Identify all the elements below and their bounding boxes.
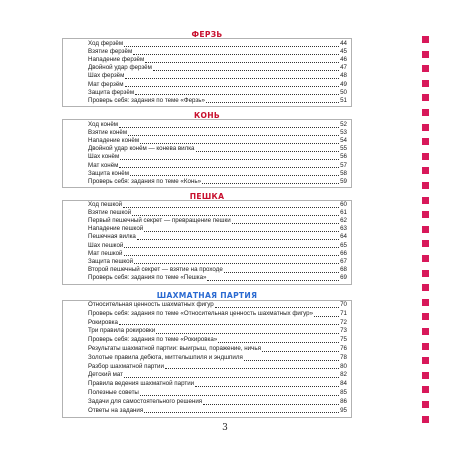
dot-leader	[128, 135, 339, 136]
dot-leader	[124, 247, 339, 248]
margin-square	[422, 211, 429, 218]
margin-square	[422, 65, 429, 72]
margin-square	[422, 80, 429, 87]
toc-entry-page: 72	[340, 318, 347, 326]
toc-entry-page: 52	[340, 121, 347, 128]
margin-square	[422, 182, 429, 189]
margin-square	[422, 51, 429, 58]
toc-entry[interactable]	[88, 274, 347, 282]
toc-entry-page: 56	[340, 153, 347, 161]
toc-entry-title: Мат конём	[88, 161, 119, 169]
toc-entry-title: Проверь себя: задания по теме «Пешка»	[88, 273, 207, 281]
toc-entry[interactable]	[88, 258, 347, 266]
toc-entry-title: Мат ферзём	[88, 80, 124, 88]
dot-leader	[224, 272, 339, 273]
toc-entry[interactable]	[88, 81, 347, 89]
toc-entry-title: Второй пешечный секрет — взятие на проходе	[88, 265, 223, 273]
dot-leader	[132, 215, 339, 216]
dot-leader	[314, 316, 339, 317]
dot-leader	[195, 386, 339, 387]
margin-square	[422, 167, 429, 174]
toc-entry-title: Взятие ферзём	[88, 48, 133, 56]
toc-entry[interactable]	[88, 407, 347, 415]
section-title: ШАХМАТНАЯ ПАРТИЯ	[156, 291, 258, 300]
dot-leader	[123, 207, 339, 208]
dot-leader	[244, 360, 339, 361]
dot-leader	[137, 239, 339, 240]
margin-square	[422, 343, 429, 350]
toc-entry[interactable]	[88, 201, 347, 209]
toc-entry[interactable]	[88, 137, 347, 145]
toc-entry-page: 54	[340, 137, 347, 145]
toc-entry-page: 69	[340, 273, 347, 281]
toc-entry-page: 70	[340, 301, 347, 308]
toc-entry[interactable]	[88, 89, 347, 97]
toc-entry-page: 80	[340, 362, 347, 370]
toc-entry-page: 71	[340, 309, 347, 317]
toc-entry-title: Проверь себя: задания по теме «Ферзь»	[88, 96, 205, 104]
section-title: КОНЬ	[193, 111, 220, 120]
toc-entry-title: Результаты шахматной партии: выигрыш, поражение, ничья	[88, 345, 261, 352]
toc-entry-page: 67	[340, 257, 347, 265]
dot-leader	[125, 78, 339, 79]
toc-entry-title: Шах ферзём	[88, 72, 125, 80]
dot-leader	[119, 324, 339, 325]
dot-leader	[119, 167, 339, 168]
toc-entry[interactable]	[88, 310, 347, 318]
toc-entry-page: 46	[340, 56, 347, 64]
toc-entry-title: Первый пешечный секрет — превращение пешки	[88, 217, 231, 225]
toc-entry-page: 86	[340, 397, 347, 405]
toc-entry-page: 61	[340, 209, 347, 217]
toc-entry-page: 63	[340, 225, 347, 233]
toc-entry[interactable]	[88, 371, 347, 379]
margin-square	[422, 36, 429, 43]
toc-entry-title: Проверь себя: задания по теме «Относительная ценность шахматных фигур»	[88, 309, 314, 317]
section-title: ПЕШКА	[189, 192, 225, 201]
margin-square	[422, 197, 429, 204]
margin-square	[422, 240, 429, 247]
toc-entry-page: 49	[340, 80, 347, 88]
toc-entry-title: Взятие конём	[88, 129, 128, 137]
toc-entry-title: Защита ферзём	[88, 88, 135, 96]
toc-entry[interactable]	[88, 209, 347, 217]
toc-entry-title: Нападение конём	[88, 137, 140, 145]
dot-leader	[119, 127, 339, 128]
margin-square	[422, 416, 429, 423]
dot-leader	[124, 46, 339, 47]
toc-entry-title: Проверь себя: задания по теме «Конь»	[88, 177, 202, 185]
dot-leader	[134, 263, 339, 264]
toc-entry[interactable]	[88, 354, 347, 362]
toc-entry-title: Ответы на задания	[88, 406, 144, 414]
toc-entry-page: 82	[340, 371, 347, 379]
toc-entry-title: Ход пешкой	[88, 201, 123, 208]
toc-entry-title: Рокировка	[88, 318, 118, 326]
margin-square	[422, 270, 429, 277]
toc-entry-page: 75	[340, 336, 347, 344]
toc-entry[interactable]	[88, 97, 347, 105]
toc-entry[interactable]	[88, 389, 347, 397]
dot-leader	[232, 223, 339, 224]
toc-entry-title: Шах конём	[88, 153, 120, 161]
toc-entry-title: Пешечная вилка	[88, 233, 136, 241]
dot-leader	[133, 54, 339, 55]
toc-entry-title: Полезные советы	[88, 389, 139, 396]
toc-entry[interactable]	[88, 345, 347, 353]
margin-square	[422, 284, 429, 291]
toc-entry-page: 53	[340, 129, 347, 137]
dot-leader	[165, 368, 339, 369]
dot-leader	[218, 342, 339, 343]
toc-entry[interactable]	[88, 398, 347, 406]
dot-leader	[207, 280, 339, 281]
toc-entry[interactable]	[88, 72, 347, 80]
toc-entry[interactable]	[88, 319, 347, 327]
toc-entry-page: 58	[340, 169, 347, 177]
toc-entry[interactable]	[88, 48, 347, 56]
dot-leader	[196, 151, 340, 152]
dot-leader	[156, 333, 339, 334]
toc-entry[interactable]	[88, 301, 347, 309]
dot-leader	[153, 70, 339, 71]
toc-entry-page: 59	[340, 177, 347, 185]
toc-entry-title: Ход конём	[88, 121, 119, 128]
toc-entry[interactable]	[88, 380, 347, 388]
toc-entry[interactable]	[88, 250, 347, 258]
dot-leader	[130, 175, 339, 176]
toc-entry-title: Двойной удар конём — конева вилка	[88, 145, 195, 153]
toc-entry-title: Три правила рокировки	[88, 327, 156, 335]
toc-entry-page: 44	[340, 40, 347, 47]
toc-entry-page: 65	[340, 241, 347, 249]
toc-entry-page: 66	[340, 249, 347, 257]
toc-entry[interactable]	[88, 121, 347, 129]
dot-leader	[206, 102, 339, 103]
toc-entry-page: 85	[340, 389, 347, 396]
toc-entry-title: Проверь себя: задания по теме «Рокировка»	[88, 336, 218, 344]
dot-leader	[145, 62, 339, 63]
dot-leader	[124, 377, 339, 378]
toc-entry-title: Золотые правила дебюта, миттельшпиля и эндшпиля	[88, 353, 243, 361]
toc-entry-page: 84	[340, 380, 347, 388]
toc-entry[interactable]	[88, 162, 347, 170]
toc-entry[interactable]	[88, 153, 347, 161]
margin-square	[422, 153, 429, 160]
toc-entry-page: 76	[340, 345, 347, 352]
toc-entry[interactable]	[88, 178, 347, 186]
toc-entry-title: Относительная ценность шахматных фигур	[88, 301, 214, 308]
toc-entry[interactable]	[88, 170, 347, 178]
toc-entry-page: 45	[340, 48, 347, 56]
toc-entry[interactable]	[88, 233, 347, 241]
toc-entry-page: 64	[340, 233, 347, 241]
toc-entry-title: Нападение пешкой	[88, 225, 144, 233]
toc-entry-page: 73	[340, 327, 347, 335]
toc-entry[interactable]	[88, 266, 347, 274]
margin-square	[422, 357, 429, 364]
toc-entry-title: Разбор шахматной партии	[88, 362, 164, 370]
toc-entry[interactable]	[88, 217, 347, 225]
margin-square	[422, 94, 429, 101]
toc-entry-page: 62	[340, 217, 347, 225]
margin-square	[422, 386, 429, 393]
toc-entry-title: Правила ведения шахматной партии	[88, 380, 195, 388]
toc-entry[interactable]	[88, 225, 347, 233]
toc-entry-title: Детский мат	[88, 371, 124, 379]
toc-entry-page: 47	[340, 64, 347, 72]
margin-square	[422, 328, 429, 335]
dot-leader	[144, 412, 339, 413]
toc-entry-title: Защита конём	[88, 169, 129, 177]
section-title: ФЕРЗЬ	[191, 30, 223, 39]
toc-entry-page: 57	[340, 161, 347, 169]
toc-entry[interactable]	[88, 40, 347, 48]
toc-entry[interactable]	[88, 129, 347, 137]
margin-square	[422, 255, 429, 262]
dot-leader	[215, 307, 339, 308]
margin-square	[422, 138, 429, 145]
toc-entry-title: Задачи для самостоятельного решения	[88, 397, 203, 405]
dot-leader	[202, 183, 339, 184]
margin-square	[422, 401, 429, 408]
dot-leader	[144, 231, 339, 232]
dot-leader	[140, 395, 339, 396]
dot-leader	[125, 86, 340, 87]
dot-leader	[203, 404, 339, 405]
margin-square	[422, 299, 429, 306]
page-number: 3	[222, 423, 228, 433]
toc-entry-title: Ход ферзём	[88, 40, 124, 47]
dot-leader	[140, 143, 339, 144]
toc-entry-page: 68	[340, 265, 347, 273]
dot-leader	[262, 351, 339, 352]
toc-entry[interactable]	[88, 336, 347, 344]
toc-entry[interactable]	[88, 56, 347, 64]
toc-entry-title: Защита пешкой	[88, 257, 134, 265]
toc-entry-title: Мат пешкой	[88, 249, 123, 257]
toc-entry-title: Шах пешкой	[88, 241, 124, 249]
toc-entry[interactable]	[88, 363, 347, 371]
toc-entry-page: 95	[340, 406, 347, 414]
margin-square	[422, 313, 429, 320]
toc-entry-page: 48	[340, 72, 347, 80]
margin-square	[422, 124, 429, 131]
toc-entry-page: 78	[340, 353, 347, 361]
toc-entry-title: Взятие пешкой	[88, 209, 132, 217]
toc-entry-page: 60	[340, 201, 347, 208]
dot-leader	[135, 94, 339, 95]
margin-square	[422, 226, 429, 233]
toc-entry[interactable]	[88, 64, 347, 72]
toc-entry-page: 50	[340, 88, 347, 96]
dot-leader	[120, 159, 339, 160]
margin-square	[422, 109, 429, 116]
dot-leader	[124, 255, 340, 256]
toc-entry[interactable]	[88, 145, 347, 153]
toc-entry-title: Двойной удар ферзём	[88, 64, 152, 72]
toc-entry[interactable]	[88, 327, 347, 335]
margin-square	[422, 372, 429, 379]
toc-entry[interactable]	[88, 242, 347, 250]
toc-entry-page: 55	[340, 145, 347, 153]
toc-entry-title: Нападение ферзём	[88, 56, 145, 64]
toc-entry-page: 51	[340, 96, 347, 104]
